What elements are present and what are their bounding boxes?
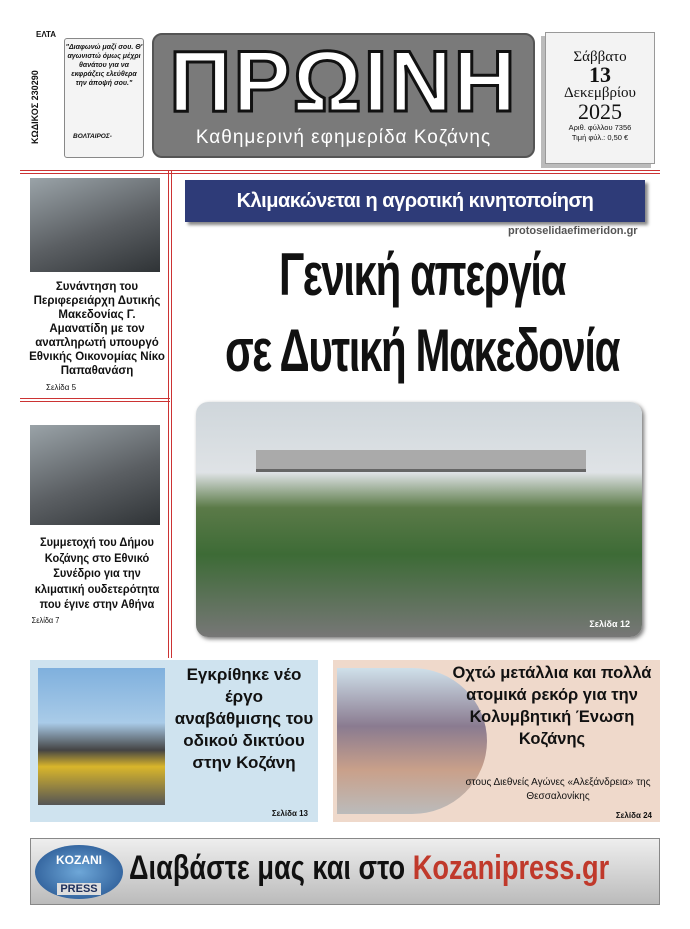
- story-title: Εγκρίθηκε νέο έργο αναβάθμισης του οδικού δικτύου στην Κοζάνη: [174, 665, 314, 772]
- side-story-2-text: Συμμετοχή του Δήμου Κοζάνης στο Εθνικό Συνέδριο για την κλιματική ουδετερότητα που έγινε στην Αθήνα: [34, 535, 160, 611]
- date-calendar: [545, 32, 655, 164]
- watermark: protoselidaefimeridon.gr: [508, 225, 638, 237]
- promo-text: [129, 849, 609, 888]
- story-box-roads[interactable]: [30, 660, 318, 822]
- page-ref: Σελίδα 12: [589, 619, 630, 629]
- paving-photo: [38, 668, 165, 805]
- masthead: [152, 33, 535, 158]
- divider: [20, 398, 170, 402]
- year: 2025: [578, 99, 622, 124]
- page-ref: Σελίδα 5: [46, 383, 77, 392]
- story-box-swimming[interactable]: [333, 660, 660, 822]
- kicker-banner: Κλιμακώνεται η αγροτική κινητοποίηση: [185, 180, 645, 222]
- month: Δεκεμβρίου: [564, 85, 636, 101]
- side-story-2[interactable]: [32, 535, 163, 628]
- side-story-1[interactable]: [28, 280, 166, 395]
- kozanipress-logo: [35, 845, 123, 899]
- promo-site-link[interactable]: Kozanipress.gr: [412, 849, 610, 887]
- promo-label: Διαβάστε μας και στο: [129, 849, 406, 887]
- quote-author: ΒΟΛΤΑΙΡΟΣ-: [73, 133, 112, 140]
- quill-quote: [64, 38, 144, 158]
- kozanipress-banner[interactable]: [30, 838, 660, 905]
- headline-line-2[interactable]: σε Δυτική Μακεδονία: [224, 317, 620, 384]
- page-ref: Σελίδα 24: [615, 811, 652, 820]
- story-subtitle: στους Διεθνείς Αγώνες «Αλεξάνδρεια» της Θεσσαλονίκης: [465, 777, 651, 802]
- divider: [20, 170, 660, 174]
- page-ref: Σελίδα 13: [271, 809, 308, 818]
- masthead-emblem: [30, 30, 145, 165]
- newspaper-subtitle: Καθημερινή εφημερίδα Κοζάνης: [195, 127, 492, 148]
- speaker-photo: [30, 425, 160, 525]
- weekday: Σάββατο: [573, 49, 627, 65]
- issue-number: Αριθ. φύλλου 7356: [568, 123, 632, 132]
- bridge: [256, 450, 586, 472]
- logo-text: KOZANI: [56, 853, 102, 867]
- headline-line-1[interactable]: Γενική απεργία: [278, 241, 566, 308]
- side-story-1-text: Συνάντηση του Περιφερειάρχη Δυτικής Μακεδονίας Γ. Αμανατίδη με τον αναπληρωτή υπουργό Εθνικής Οικονομίας Νίκο Παπαθανάση: [29, 281, 165, 377]
- day: 13: [589, 62, 611, 87]
- price: Τιμή φύλ.: 0,50 €: [571, 133, 629, 142]
- newspaper-title: ΠΡΩΙΝΗ: [169, 34, 518, 130]
- page-ref: Σελίδα 7: [31, 615, 60, 625]
- postal-code: ΚΩΔΙΚΟΣ 230290: [30, 70, 40, 145]
- story-title: Οχτώ μετάλλια και πολλά ατομικά ρεκόρ για την Κολυμβητική Ένωση Κοζάνης: [452, 664, 652, 748]
- logo-text: PRESS: [57, 883, 100, 895]
- elta-logo: ΕΛΤΑ: [36, 30, 57, 39]
- quote-text: "Διαφωνώ μαζί σου. Θ' αγωνιστώ όμως μέχρι θανάτου για να εκφράζεις ελεύθερα την άποψή σου.": [65, 44, 143, 87]
- meeting-photo: [30, 178, 160, 272]
- tractors-photo: [196, 402, 642, 637]
- divider: [168, 170, 172, 658]
